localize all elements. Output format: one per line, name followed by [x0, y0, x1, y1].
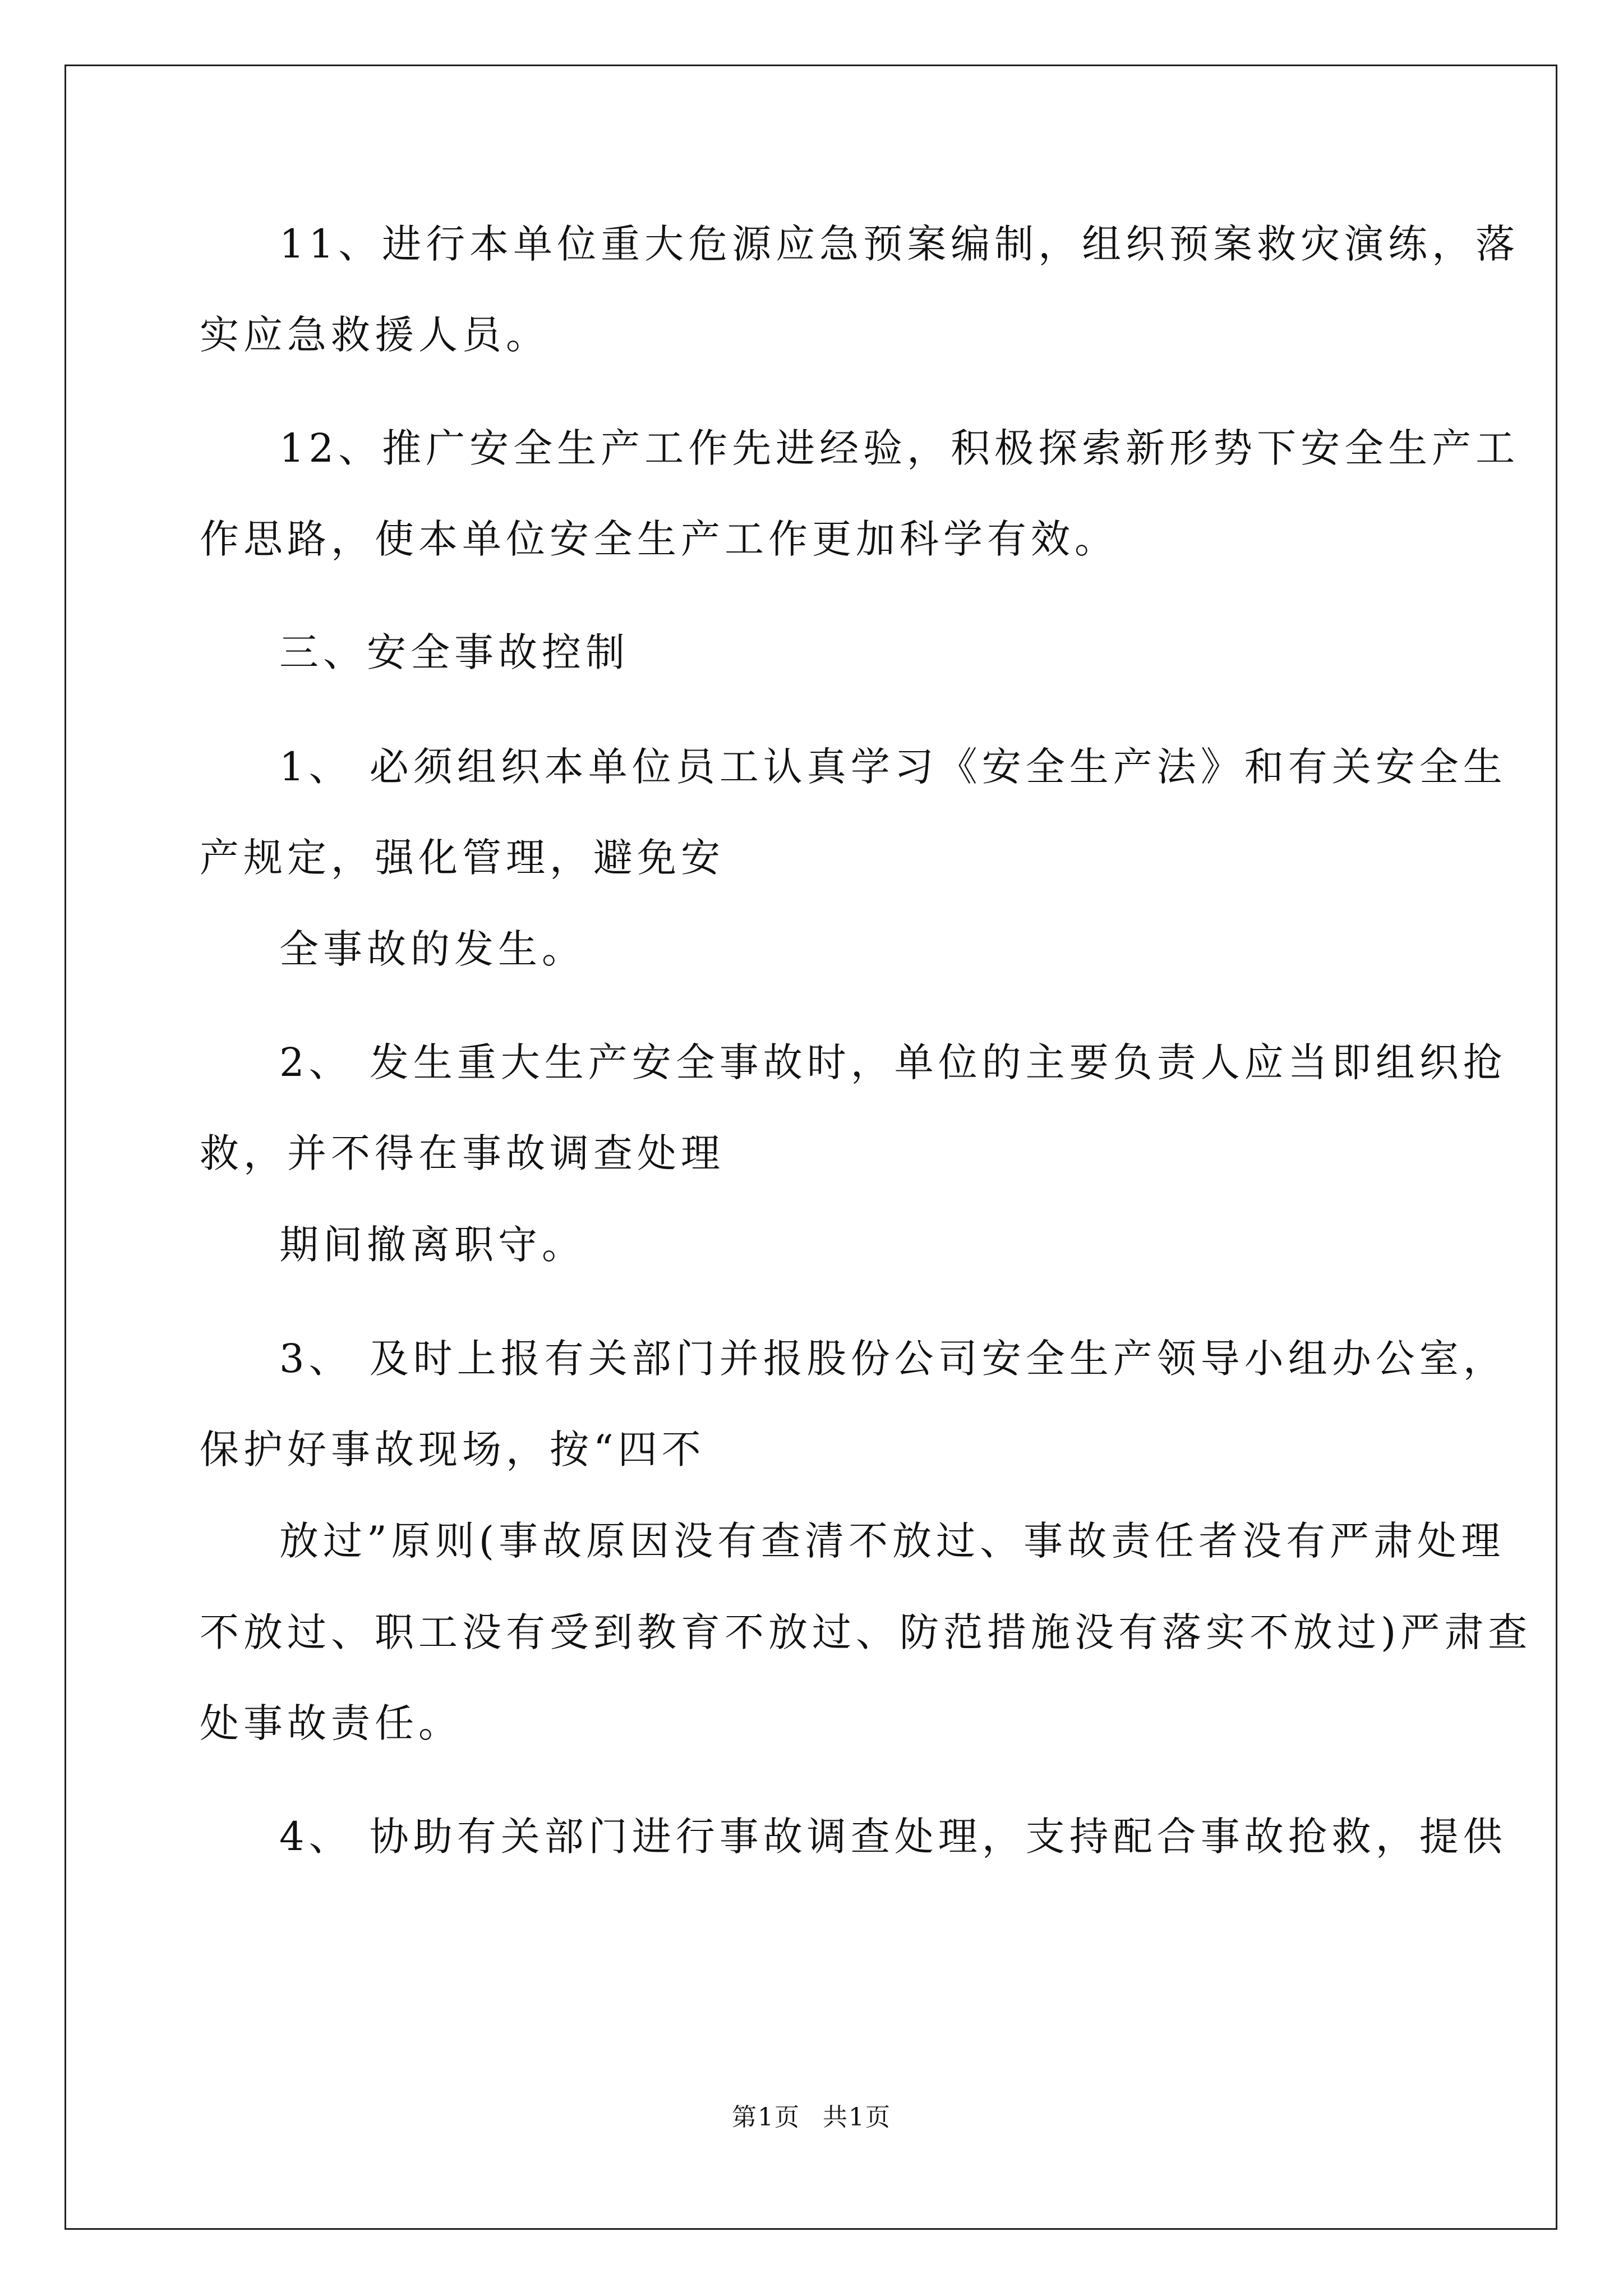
text-line: 11、进行本单位重大危源应急预案编制，组织预案救灾演练，落	[279, 221, 1520, 267]
text-line: 不放过、职工没有受到教育不放过、防范措施没有落实不放过)严肃查	[200, 1609, 1532, 1655]
page-number: 第1页	[732, 2103, 800, 2132]
text-line: 期间撤离职守。	[279, 1222, 585, 1268]
text-line: 作思路，使本单位安全生产工作更加科学有效。	[200, 516, 1118, 562]
text-line: 3、 及时上报有关部门并报股份公司安全生产领导小组办公室，	[279, 1336, 1507, 1382]
text-line: 救，并不得在事故调查处理	[200, 1130, 725, 1176]
text-line: 2、 发生重大生产安全事故时，单位的主要负责人应当即组织抢	[279, 1039, 1507, 1085]
section-heading: 三、安全事故控制	[279, 629, 629, 675]
text-line: 保护好事故现场，按“四不	[200, 1427, 706, 1473]
text-line: 实应急救援人员。	[200, 312, 550, 358]
page-total: 共1页	[823, 2103, 891, 2132]
page-footer	[0, 2101, 1623, 2134]
text-line: 产规定，强化管理，避免安	[200, 835, 725, 881]
text-line: 放过”原则(事故原因没有查清不放过、事故责任者没有严肃处理	[279, 1518, 1505, 1564]
text-line: 1、 必须组织本单位员工认真学习《安全生产法》和有关安全生	[279, 744, 1507, 790]
text-line: 12、推广安全生产工作先进经验，积极探索新形势下安全生产工	[279, 425, 1520, 471]
text-line: 4、 协助有关部门进行事故调查处理，支持配合事故抢救，提供	[279, 1814, 1507, 1860]
text-line: 全事故的发生。	[279, 926, 585, 972]
text-line: 处事故责任。	[200, 1700, 462, 1746]
